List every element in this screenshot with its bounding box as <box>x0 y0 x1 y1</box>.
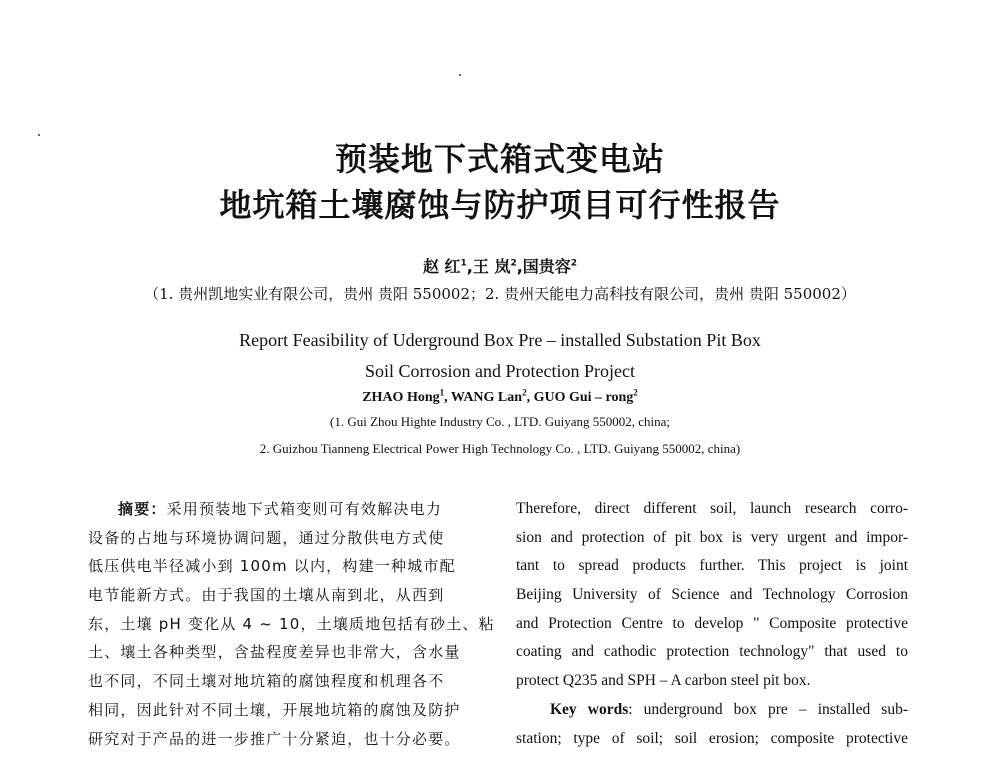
abstract-cn-line: 研究对于产品的进一步推广十分紧迫，也十分必要。 <box>88 729 461 748</box>
abstract-cn-line: 低压供电半径减小到 100m 以内，构建一种城市配 <box>88 557 456 576</box>
author-separator: , <box>516 257 523 276</box>
author-en-3-affil: 2 <box>633 387 638 398</box>
chinese-affiliations: （1. 贵州凯地实业有限公司，贵州 贵阳 550002；2. 贵州天能电力高科技有限公司，贵州 贵阳 550002） <box>144 285 856 303</box>
abstract-en-line: Therefore, direct different soil, launch research corro- <box>516 500 908 517</box>
keywords-label: Key words <box>550 700 629 718</box>
author-en-2-affil: 2 <box>522 387 527 398</box>
english-title-line-2: Soil Corrosion and Protection Project <box>365 361 635 381</box>
abstract-en-line: and Protection Centre to develop " Composite protective <box>516 614 908 632</box>
keywords-line: station; type of soil; soil erosion; composite protective <box>516 729 908 747</box>
abstract-cn-line: 设备的占地与环境协调问题，通过分散供电方式使 <box>88 528 445 547</box>
author-cn-2: 王 岚 <box>472 257 511 276</box>
abstract-cn-line: 也不同，不同土壤对地坑箱的腐蚀程度和机理各不 <box>88 672 445 691</box>
abstract-cn-line: 东，土壤 pH 变化从 4 ~ 10，土壤质地包括有砂土、粘 <box>88 614 495 633</box>
author-cn-1: 赵 红 <box>422 257 461 276</box>
abstract-en-line: tant to spread products further. This project is joint <box>516 557 908 575</box>
author-separator: , <box>526 390 534 405</box>
abstract-cn-line: 土、壤土各种类型，含盐程度差异也非常大，含水量 <box>88 643 461 662</box>
author-en-1: ZHAO Hong <box>362 390 440 405</box>
english-authors <box>0 387 1000 406</box>
abstract-en-line: protect Q235 and SPH – A carbon steel pit box. <box>516 672 811 690</box>
keywords-text: : underground box pre – installed sub- <box>628 700 908 718</box>
abstract-cn-line: 相同，因此针对不同土壤，开展地坑箱的腐蚀及防护 <box>88 700 461 719</box>
english-abstract <box>516 495 908 753</box>
author-cn-3: 国贵容 <box>522 257 571 276</box>
author-en-1-affil: 1 <box>439 387 445 398</box>
keywords-line <box>516 696 908 725</box>
author-en-3: GUO Gui – rong <box>533 390 634 405</box>
author-cn-1-affil: 1 <box>460 258 467 269</box>
abstract-en-line: coating and cathodic protection technology" that used to <box>516 643 908 661</box>
chinese-title-line-1: 预装地下式箱式变电站 <box>334 140 665 178</box>
chinese-authors <box>0 254 1000 277</box>
chinese-title-line-2: 地坑箱土壤腐蚀与防护项目可行性报告 <box>219 186 781 224</box>
author-separator: , <box>444 390 451 405</box>
author-cn-2-affil: 2 <box>510 258 517 269</box>
abstract-en-line: sion and protection of pit box is very urgent and impor- <box>516 528 908 546</box>
author-separator: , <box>466 257 473 276</box>
english-title-line-1: Report Feasibility of Uderground Box Pre – installed Substation Pit Box <box>239 330 761 350</box>
abstract-en-line: Beijing University of Science and Technology Corrosion <box>516 586 908 604</box>
english-affiliation-line-2: 2. Guizhou Tianneng Electrical Power High Technology Co. , LTD. Guiyang 550002, china) <box>259 441 741 456</box>
chinese-abstract <box>88 495 495 753</box>
abstract-label: 摘要： <box>118 500 167 518</box>
author-cn-3-affil: 2 <box>570 258 578 269</box>
abstract-cn-text: 采用预装地下式箱变则可有效解决电力 <box>166 500 443 518</box>
abstract-cn-line: 电节能新方式。由于我国的土壤从南到北，从西到 <box>88 586 445 605</box>
author-en-2: WANG Lan <box>450 390 523 405</box>
english-affiliation-line-1: (1. Gui Zhou Highte Industry Co. , LTD. Guiyang 550002, china; <box>329 414 670 429</box>
abstract-cn-line <box>88 495 488 524</box>
scan-speck <box>459 74 461 76</box>
